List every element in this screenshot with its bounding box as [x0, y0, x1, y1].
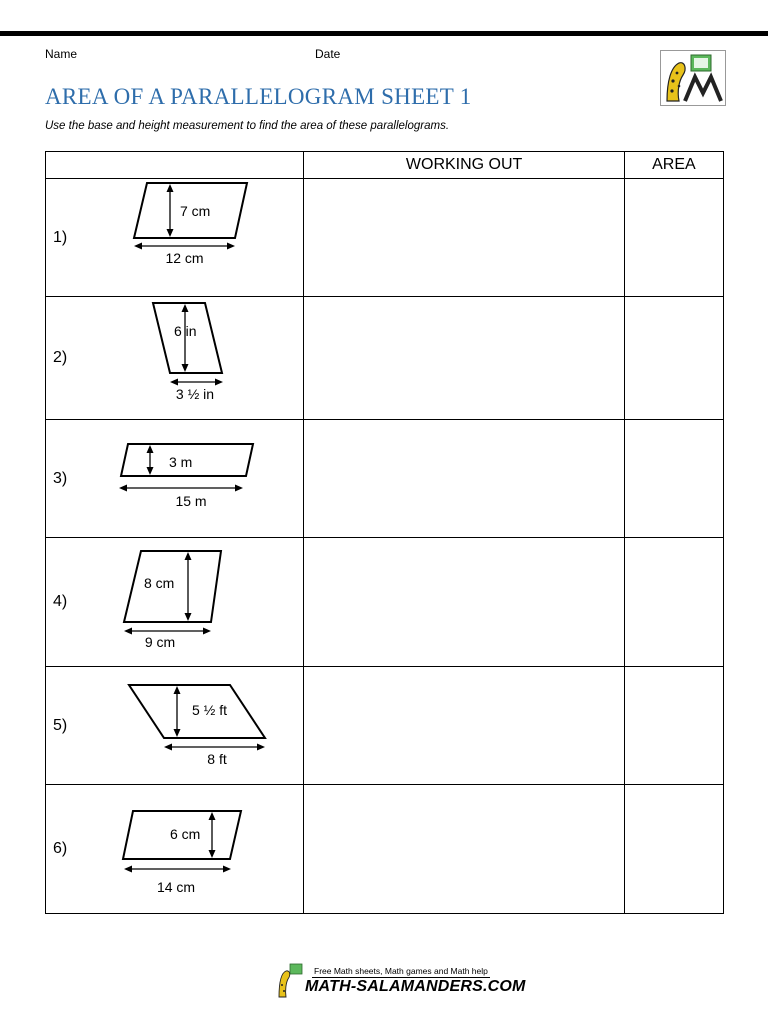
- question-number: 3): [53, 469, 68, 487]
- base-label: 9 cm: [144, 634, 176, 650]
- working-out-cell[interactable]: [304, 420, 624, 538]
- top-rule: [0, 31, 768, 36]
- question-cell: [46, 785, 304, 914]
- footer-tagline: Free Math sheets, Math games and Math help: [314, 966, 488, 976]
- question-number: 1): [53, 228, 68, 246]
- area-answer-cell[interactable]: [624, 420, 723, 538]
- height-label: 5 ½ ft: [192, 702, 228, 718]
- working-out-cell[interactable]: [304, 179, 624, 297]
- question-cell: [46, 179, 304, 297]
- height-label: 7 cm: [180, 203, 211, 219]
- question-number: 6): [53, 840, 68, 857]
- table-header-row: [46, 152, 724, 179]
- base-label: 15 m: [175, 493, 207, 509]
- instructions: Use the base and height measurement to find the area of these parallelograms.: [45, 120, 450, 132]
- working-out-header: WORKING OUT: [304, 152, 624, 179]
- question-cell: [46, 297, 304, 420]
- footer-site-name: MATH-SALAMANDERS.COM: [305, 978, 526, 995]
- parallelogram-diagram: [46, 785, 304, 914]
- question-cell: [46, 538, 304, 667]
- parallelogram-diagram: [46, 420, 304, 538]
- height-label: 6 in: [174, 323, 197, 339]
- question-header: [46, 152, 304, 179]
- question-cell: [46, 420, 304, 538]
- parallelogram-diagram: [46, 297, 304, 420]
- height-label: 3 m: [169, 454, 193, 470]
- worksheet-table: [45, 151, 724, 914]
- table-row: [46, 179, 724, 297]
- parallelogram-diagram: [46, 538, 304, 667]
- footer-salamander-logo: [276, 963, 306, 999]
- question-number: 4): [53, 593, 68, 610]
- table-row: [46, 667, 724, 785]
- base-label: 14 cm: [156, 879, 196, 895]
- table-row: [46, 538, 724, 667]
- area-answer-cell[interactable]: [624, 785, 723, 914]
- parallelogram-diagram: [46, 667, 304, 785]
- base-label: 12 cm: [165, 250, 204, 266]
- working-out-cell[interactable]: [304, 785, 624, 914]
- height-label: 8 cm: [144, 575, 175, 591]
- date-label: Date: [315, 47, 341, 61]
- area-answer-cell[interactable]: [624, 538, 723, 667]
- question-number: 2): [53, 349, 68, 366]
- question-number: 5): [53, 716, 68, 734]
- parallelogram-diagram: [46, 179, 304, 297]
- name-label: Name: [45, 47, 78, 61]
- height-label: 6 cm: [170, 826, 201, 842]
- area-header: AREA: [624, 152, 723, 179]
- working-out-cell[interactable]: [304, 667, 624, 785]
- salamander-logo: [660, 50, 726, 106]
- table-row: [46, 420, 724, 538]
- area-answer-cell[interactable]: [624, 297, 723, 420]
- area-answer-cell[interactable]: [624, 179, 723, 297]
- question-cell: [46, 667, 304, 785]
- base-label: 3 ½ in: [175, 386, 215, 402]
- table-row: [46, 297, 724, 420]
- page-title: AREA OF A PARALLELOGRAM SHEET 1: [45, 84, 472, 109]
- table-row: [46, 785, 724, 914]
- area-answer-cell[interactable]: [624, 667, 723, 785]
- base-label: 8 ft: [207, 751, 227, 767]
- working-out-cell[interactable]: [304, 297, 624, 420]
- working-out-cell[interactable]: [304, 538, 624, 667]
